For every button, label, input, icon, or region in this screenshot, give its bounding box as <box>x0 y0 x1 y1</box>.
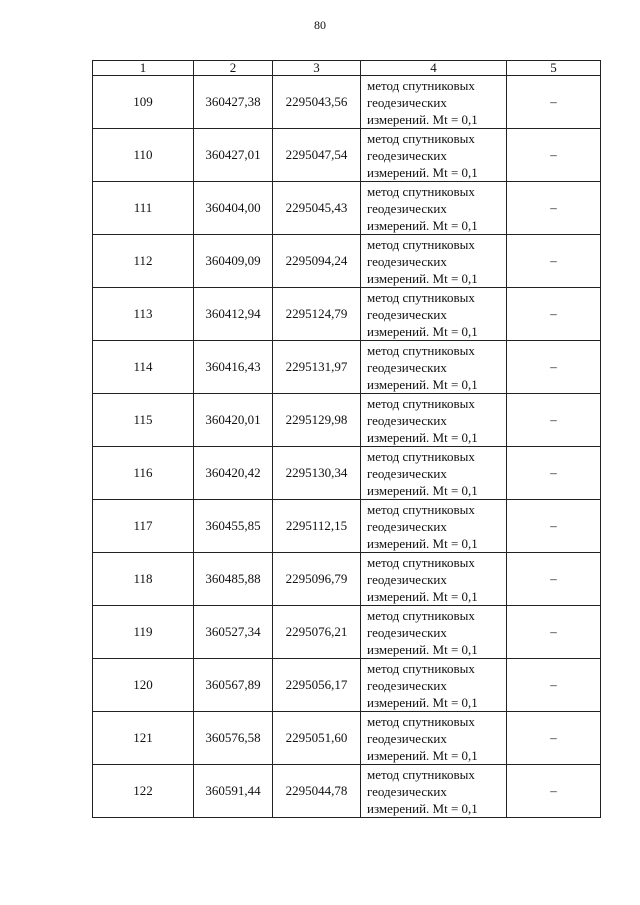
method-line: метод спутниковых <box>367 395 475 411</box>
point-number: 115 <box>93 394 194 447</box>
note-cell: – <box>507 447 601 500</box>
coordinate-x: 360416,43 <box>194 341 273 394</box>
method-cell <box>361 341 507 394</box>
point-number: 121 <box>93 712 194 765</box>
point-number: 114 <box>93 341 194 394</box>
method-cell <box>361 235 507 288</box>
point-number: 118 <box>93 553 194 606</box>
method-line: метод спутниковых <box>367 342 475 358</box>
coordinate-x: 360567,89 <box>194 659 273 712</box>
coordinate-y: 2295112,15 <box>273 500 361 553</box>
table-row <box>93 500 601 553</box>
coordinate-x: 360427,38 <box>194 76 273 129</box>
method-line: метод спутниковых <box>367 236 475 252</box>
method-line: измерений. Mt = 0,1 <box>367 588 478 604</box>
method-line: измерений. Mt = 0,1 <box>367 482 478 498</box>
method-line: геодезических <box>367 571 447 587</box>
point-number: 120 <box>93 659 194 712</box>
coordinate-x: 360420,01 <box>194 394 273 447</box>
table-row <box>93 341 601 394</box>
column-header-3: 3 <box>273 61 361 76</box>
method-line: измерений. Mt = 0,1 <box>367 164 478 180</box>
method-line: метод спутниковых <box>367 183 475 199</box>
coordinate-y: 2295044,78 <box>273 765 361 818</box>
method-line: измерений. Mt = 0,1 <box>367 641 478 657</box>
method-cell <box>361 447 507 500</box>
method-line: измерений. Mt = 0,1 <box>367 323 478 339</box>
method-line: геодезических <box>367 253 447 269</box>
note-cell: – <box>507 129 601 182</box>
note-cell: – <box>507 553 601 606</box>
table-row <box>93 765 601 818</box>
point-number: 113 <box>93 288 194 341</box>
table-row <box>93 129 601 182</box>
note-cell: – <box>507 606 601 659</box>
page-number: 80 <box>314 18 326 32</box>
column-header-1: 1 <box>93 61 194 76</box>
note-cell: – <box>507 235 601 288</box>
method-line: измерений. Mt = 0,1 <box>367 800 478 816</box>
method-line: измерений. Mt = 0,1 <box>367 429 478 445</box>
coordinate-x: 360420,42 <box>194 447 273 500</box>
coordinate-y: 2295076,21 <box>273 606 361 659</box>
table-row <box>93 182 601 235</box>
table-row <box>93 235 601 288</box>
note-cell: – <box>507 288 601 341</box>
coordinates-table <box>92 60 601 818</box>
coordinate-x: 360485,88 <box>194 553 273 606</box>
point-number: 119 <box>93 606 194 659</box>
coordinate-x: 360455,85 <box>194 500 273 553</box>
note-cell: – <box>507 712 601 765</box>
method-line: измерений. Mt = 0,1 <box>367 270 478 286</box>
note-cell: – <box>507 394 601 447</box>
method-cell <box>361 288 507 341</box>
note-cell: – <box>507 765 601 818</box>
method-line: измерений. Mt = 0,1 <box>367 694 478 710</box>
method-line: метод спутниковых <box>367 130 475 146</box>
coordinate-x: 360527,34 <box>194 606 273 659</box>
method-line: геодезических <box>367 147 447 163</box>
method-cell <box>361 553 507 606</box>
coordinate-y: 2295043,56 <box>273 76 361 129</box>
coordinate-y: 2295051,60 <box>273 712 361 765</box>
method-line: метод спутниковых <box>367 77 475 93</box>
note-cell: – <box>507 182 601 235</box>
method-cell <box>361 394 507 447</box>
method-line: геодезических <box>367 359 447 375</box>
method-cell <box>361 606 507 659</box>
column-header-2: 2 <box>194 61 273 76</box>
method-line: метод спутниковых <box>367 554 475 570</box>
coordinate-x: 360576,58 <box>194 712 273 765</box>
method-line: геодезических <box>367 518 447 534</box>
table-row <box>93 76 601 129</box>
method-line: измерений. Mt = 0,1 <box>367 747 478 763</box>
method-line: метод спутниковых <box>367 713 475 729</box>
note-cell: – <box>507 500 601 553</box>
method-line: измерений. Mt = 0,1 <box>367 217 478 233</box>
point-number: 116 <box>93 447 194 500</box>
method-line: метод спутниковых <box>367 501 475 517</box>
coordinate-y: 2295131,97 <box>273 341 361 394</box>
method-line: геодезических <box>367 677 447 693</box>
table-row <box>93 288 601 341</box>
point-number: 117 <box>93 500 194 553</box>
point-number: 112 <box>93 235 194 288</box>
coordinate-y: 2295096,79 <box>273 553 361 606</box>
table-row <box>93 394 601 447</box>
method-line: метод спутниковых <box>367 660 475 676</box>
coordinate-x: 360427,01 <box>194 129 273 182</box>
coordinate-y: 2295047,54 <box>273 129 361 182</box>
table-row <box>93 447 601 500</box>
point-number: 110 <box>93 129 194 182</box>
method-line: метод спутниковых <box>367 289 475 305</box>
column-header-4: 4 <box>361 61 507 76</box>
method-line: измерений. Mt = 0,1 <box>367 376 478 392</box>
method-line: метод спутниковых <box>367 766 475 782</box>
table-row <box>93 659 601 712</box>
method-line: геодезических <box>367 200 447 216</box>
method-line: измерений. Mt = 0,1 <box>367 535 478 551</box>
coordinate-x: 360404,00 <box>194 182 273 235</box>
coordinate-y: 2295094,24 <box>273 235 361 288</box>
table-row <box>93 553 601 606</box>
point-number: 111 <box>93 182 194 235</box>
method-cell <box>361 129 507 182</box>
table-row <box>93 712 601 765</box>
point-number: 109 <box>93 76 194 129</box>
method-line: метод спутниковых <box>367 607 475 623</box>
method-line: геодезических <box>367 783 447 799</box>
method-cell <box>361 712 507 765</box>
coordinate-x: 360412,94 <box>194 288 273 341</box>
method-line: геодезических <box>367 624 447 640</box>
coordinate-y: 2295129,98 <box>273 394 361 447</box>
method-line: геодезических <box>367 306 447 322</box>
method-cell <box>361 500 507 553</box>
method-cell <box>361 659 507 712</box>
method-cell <box>361 76 507 129</box>
method-line: измерений. Mt = 0,1 <box>367 111 478 127</box>
table-header-row <box>93 61 601 76</box>
method-line: геодезических <box>367 94 447 110</box>
table-row <box>93 606 601 659</box>
method-line: геодезических <box>367 465 447 481</box>
method-line: геодезических <box>367 412 447 428</box>
method-line: метод спутниковых <box>367 448 475 464</box>
method-line: геодезических <box>367 730 447 746</box>
coordinate-y: 2295130,34 <box>273 447 361 500</box>
point-number: 122 <box>93 765 194 818</box>
coordinate-y: 2295045,43 <box>273 182 361 235</box>
coordinate-y: 2295056,17 <box>273 659 361 712</box>
method-cell <box>361 182 507 235</box>
method-cell <box>361 765 507 818</box>
column-header-5: 5 <box>507 61 601 76</box>
coordinate-x: 360591,44 <box>194 765 273 818</box>
note-cell: – <box>507 341 601 394</box>
coordinate-y: 2295124,79 <box>273 288 361 341</box>
coordinate-x: 360409,09 <box>194 235 273 288</box>
note-cell: – <box>507 76 601 129</box>
note-cell: – <box>507 659 601 712</box>
